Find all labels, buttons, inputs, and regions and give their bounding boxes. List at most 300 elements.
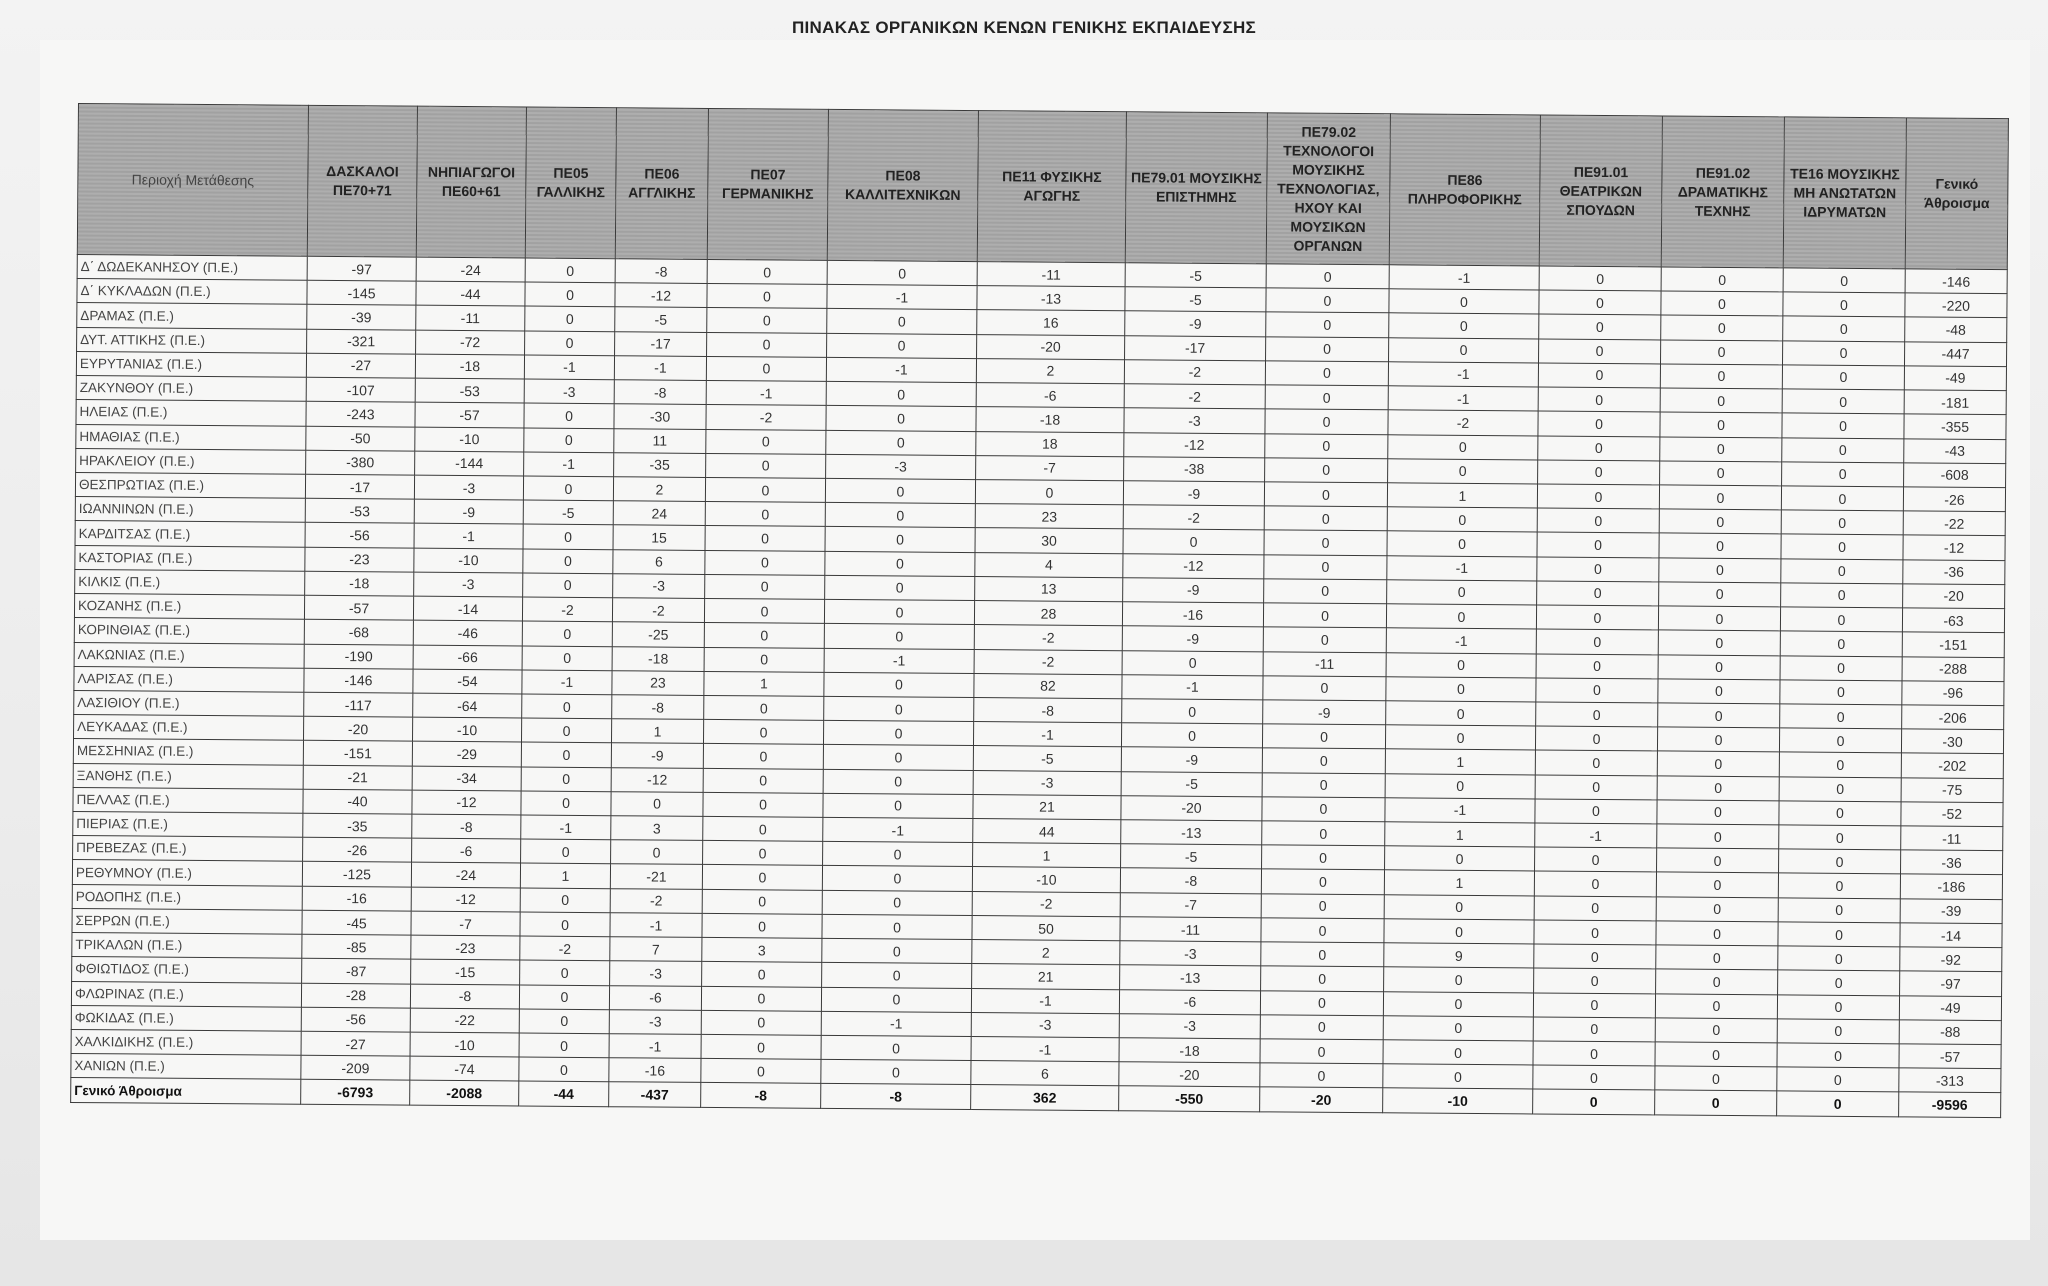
value-cell: -20 [303,716,412,741]
value-cell: -40 [303,789,412,814]
value-cell: -56 [305,523,414,548]
value-cell: -1 [610,913,702,938]
value-cell: 3 [702,938,822,963]
value-cell: -3 [971,1012,1119,1037]
value-cell: -46 [413,620,522,645]
value-cell: 0 [1260,1063,1383,1088]
value-cell: -18 [1119,1038,1260,1063]
region-cell: ΔΥΤ. ΑΤΤΙΚΗΣ (Π.Ε.) [77,327,307,353]
value-cell: 0 [1536,653,1658,678]
region-cell: ΘΕΣΠΡΩΤΙΑΣ (Π.Ε.) [75,472,305,498]
value-cell: -608 [1904,463,2006,488]
value-cell: -146 [1905,269,2007,294]
value-cell: 0 [1535,726,1657,751]
value-cell: 0 [1535,799,1657,824]
value-cell: -1 [1387,555,1537,580]
value-cell: 0 [1779,776,1901,801]
value-cell: -1 [1389,265,1539,290]
value-cell: 0 [520,888,610,913]
value-cell: 7 [610,937,702,962]
region-cell: ΚΙΛΚΙΣ (Π.Ε.) [75,569,305,595]
value-cell: 1 [1385,749,1535,774]
value-cell: 0 [822,890,972,915]
value-cell: -1 [524,355,614,380]
value-cell: -12 [411,887,520,912]
value-cell: 0 [1536,605,1658,630]
value-cell: -9 [1263,700,1386,725]
region-cell: ΤΡΙΚΑΛΩΝ (Π.Ε.) [72,933,302,959]
value-cell: -36 [1903,559,2005,584]
value-cell: -1 [821,1011,971,1036]
value-cell: 0 [1658,703,1780,728]
value-cell: -151 [303,741,412,766]
value-cell: 0 [1781,510,1903,535]
value-cell: 0 [1264,506,1387,531]
value-cell: 0 [705,574,825,599]
value-cell: -437 [609,1082,701,1107]
value-cell: 30 [975,528,1123,553]
region-cell: ΗΜΑΘΙΑΣ (Π.Ε.) [76,424,306,450]
value-cell: 0 [1658,654,1780,679]
value-cell: 0 [704,598,824,623]
value-cell: 6 [971,1061,1119,1086]
value-cell: 0 [1535,750,1657,775]
value-cell: 0 [827,309,977,334]
value-cell: 0 [707,332,827,357]
value-cell: 0 [1657,800,1779,825]
value-cell: 6 [613,549,705,574]
value-cell: 0 [1781,534,1903,559]
value-cell: -1 [973,722,1121,747]
value-cell: 0 [821,1035,971,1060]
region-cell: ΦΛΩΡΙΝΑΣ (Π.Ε.) [71,981,301,1007]
value-cell: 0 [1661,267,1783,292]
value-cell: 2 [613,477,705,502]
value-cell: -85 [302,934,411,959]
value-cell: 0 [1261,918,1384,943]
value-cell: 0 [1384,894,1534,919]
value-cell: 0 [825,503,975,528]
value-cell: 0 [1534,920,1656,945]
value-cell: -14 [413,596,522,621]
value-cell: -54 [413,669,522,694]
value-cell: 0 [703,792,823,817]
value-cell: 3 [611,816,703,841]
value-cell: -30 [614,404,706,429]
value-cell: 0 [1262,797,1385,822]
value-cell: 0 [524,403,614,428]
value-cell: 0 [1657,727,1779,752]
value-cell: 0 [1535,847,1657,872]
value-cell: 0 [1263,627,1386,652]
region-cell: ΛΑΣΙΘΙΟΥ (Π.Ε.) [74,690,304,716]
value-cell: 0 [1387,507,1537,532]
value-cell: 0 [1780,704,1902,729]
value-cell: 0 [1123,529,1264,554]
value-cell: -1 [1386,628,1536,653]
region-cell: ΚΟΡΙΝΘΙΑΣ (Π.Ε.) [74,618,304,644]
value-cell: -57 [304,595,413,620]
value-cell: -18 [415,354,524,379]
value-cell: -45 [302,910,411,935]
region-cell: ΡΕΘΥΜΝΟΥ (Π.Ε.) [72,860,302,886]
value-cell: 0 [823,769,973,794]
value-cell: -1 [826,357,976,382]
value-cell: 0 [1383,1040,1533,1065]
value-cell: -96 [1902,681,2004,706]
column-header-region: Περιοχή Μετάθεσης [77,104,308,257]
value-cell: 0 [1658,630,1780,655]
value-cell: -43 [1904,438,2006,463]
value-cell: 0 [1539,266,1661,291]
value-cell: 0 [1387,531,1537,556]
value-cell: -48 [1905,317,2007,342]
value-cell: -20 [1121,796,1262,821]
value-cell: 0 [523,549,613,574]
value-cell: -12 [1123,553,1264,578]
value-cell: -1 [706,381,826,406]
value-cell: 0 [1535,775,1657,800]
value-cell: -5 [1121,771,1262,796]
value-cell: -1 [1385,798,1535,823]
value-cell: -321 [307,329,416,354]
value-cell: 0 [1265,361,1388,386]
column-header-pe08: ΠΕ08 ΚΑΛΛΙΤΕΧΝΙΚΩΝ [827,109,978,261]
value-cell: -3 [414,572,523,597]
value-cell: 0 [826,406,976,431]
value-cell: -181 [1904,390,2006,415]
value-cell: -8 [821,1084,971,1110]
value-cell: 0 [703,720,823,745]
value-cell: 0 [1388,434,1538,459]
value-cell: 0 [1656,945,1778,970]
value-cell: 0 [1536,629,1658,654]
region-cell: ΚΑΡΔΙΤΣΑΣ (Π.Ε.) [75,521,305,547]
value-cell: -5 [1125,263,1266,288]
value-cell: 0 [1780,631,1902,656]
value-cell: 0 [525,306,615,331]
value-cell: -243 [306,402,415,427]
value-cell: -74 [410,1056,519,1081]
value-cell: 0 [1537,557,1659,582]
value-cell: -20 [1903,584,2005,609]
value-cell: -75 [1901,777,2003,802]
value-cell: 0 [1780,655,1902,680]
value-cell: -11 [416,306,525,331]
value-cell: -27 [306,353,415,378]
value-cell: 0 [1539,339,1661,364]
value-cell: 0 [1260,990,1383,1015]
value-cell: -30 [1901,729,2003,754]
value-cell: 0 [521,718,611,743]
value-cell: 0 [1655,1066,1777,1091]
value-cell: -2 [706,405,826,430]
value-cell: 0 [521,767,611,792]
region-cell: ΙΩΑΝΝΙΝΩΝ (Π.Ε.) [75,497,305,523]
region-cell: ΛΕΥΚΑΔΑΣ (Π.Ε.) [74,715,304,741]
value-cell: 0 [1779,801,1901,826]
region-cell: ΠΕΛΛΑΣ (Π.Ε.) [73,787,303,813]
value-cell: 1 [1385,822,1535,847]
value-cell: -1 [823,817,973,842]
value-cell: -2 [972,891,1120,916]
value-cell: 0 [1262,748,1385,773]
value-cell: 0 [826,430,976,455]
value-cell: 4 [975,552,1123,577]
value-cell: 0 [1783,292,1905,317]
value-cell: -550 [1119,1086,1260,1112]
header-row [77,104,2008,270]
value-cell: 0 [1779,849,1901,874]
value-cell: -11 [977,262,1125,287]
value-cell: -20 [1260,1087,1383,1113]
value-cell: 0 [1539,290,1661,315]
column-header-pe91-02: ΠΕ91.02 ΔΡΑΜΑΤΙΚΗΣ ΤΕΧΝΗΣ [1661,116,1784,268]
value-cell: -22 [1903,511,2005,536]
value-cell: 0 [707,308,827,333]
value-cell: 0 [1534,968,1656,993]
value-cell: -52 [1901,802,2003,827]
value-cell: -44 [519,1081,609,1106]
value-cell: 0 [1266,336,1389,361]
value-cell: -107 [306,377,415,402]
region-cell: ΣΕΡΡΩΝ (Π.Ε.) [72,908,302,934]
value-cell: -3 [609,1009,701,1034]
value-cell: 0 [1779,752,1901,777]
value-cell: 13 [975,576,1123,601]
value-cell: 0 [522,621,612,646]
value-cell: -10 [415,427,524,452]
value-cell: -125 [302,862,411,887]
value-cell: -49 [1904,366,2006,391]
value-cell: 0 [1656,872,1778,897]
value-cell: -1 [521,815,611,840]
value-cell: 0 [1265,385,1388,410]
value-cell: 0 [825,575,975,600]
value-cell: 0 [703,816,823,841]
region-cell: ΡΟΔΟΠΗΣ (Π.Ε.) [72,884,302,910]
value-cell: -6 [976,383,1124,408]
value-cell: 1 [704,671,824,696]
value-cell: 0 [1782,365,1904,390]
value-cell: -12 [611,767,703,792]
value-cell: 0 [1385,846,1535,871]
column-header-pe06: ΠΕ06 ΑΓΓΛΙΚΗΣ [615,108,708,260]
value-cell: -57 [1899,1044,2001,1069]
value-cell: 2 [972,940,1120,965]
value-cell: -3 [613,574,705,599]
value-cell: 0 [1658,606,1780,631]
value-cell: -1 [1388,386,1538,411]
value-cell: 0 [1781,559,1903,584]
value-cell: -144 [415,451,524,476]
value-cell: -22 [410,1008,519,1033]
value-cell: 0 [1778,898,1900,923]
column-header-te16: ΤΕ16 ΜΟΥΣΙΚΗΣ ΜΗ ΑΝΩΤΑΤΩΝ ΙΔΡΥΜΑΤΩΝ [1783,117,1906,269]
value-cell: -2 [974,649,1122,674]
value-cell: 0 [1779,825,1901,850]
value-cell: -39 [1900,899,2002,924]
value-cell: 0 [1534,944,1656,969]
value-cell: 0 [1777,994,1899,1019]
value-cell: 0 [1658,679,1780,704]
value-cell: -9 [1123,578,1264,603]
region-cell: ΔΡΑΜΑΣ (Π.Ε.) [77,303,307,329]
value-cell: 0 [519,985,609,1010]
value-cell: -9 [414,499,523,524]
value-cell: -16 [609,1058,701,1083]
value-cell: 0 [1265,433,1388,458]
value-cell: -380 [306,450,415,475]
value-cell: -12 [412,790,521,815]
value-cell: -9596 [1899,1092,2001,1117]
value-cell: -5 [1125,287,1266,312]
value-cell: 0 [1533,1065,1655,1090]
region-cell: Δ΄ ΔΩΔΕΚΑΝΗΣΟΥ (Π.Ε.) [77,254,307,280]
value-cell: 0 [824,599,974,624]
value-cell: -20 [977,334,1125,359]
value-cell: 0 [1783,316,1905,341]
value-cell: -8 [974,697,1122,722]
value-cell: 0 [1262,845,1385,870]
value-cell: -2 [612,598,704,623]
value-cell: 0 [1660,461,1782,486]
value-cell: -18 [305,571,414,596]
value-cell: 0 [1533,1041,1655,1066]
value-cell: -206 [1902,705,2004,730]
value-cell: 0 [703,768,823,793]
value-cell: 0 [1777,1091,1899,1117]
value-cell: 23 [975,504,1123,529]
value-cell: 0 [1657,824,1779,849]
value-cell: -3 [1120,941,1261,966]
value-cell: -186 [1900,874,2002,899]
value-cell: -21 [610,864,702,889]
value-cell: -8 [410,984,519,1009]
value-cell: 0 [1537,532,1659,557]
value-cell: 0 [519,1057,609,1082]
value-cell: 0 [523,573,613,598]
value-cell: 50 [972,915,1120,940]
region-cell: Δ΄ ΚΥΚΛΑΔΩΝ (Π.Ε.) [77,279,307,305]
value-cell: 0 [1659,485,1781,510]
value-cell: 0 [702,865,822,890]
value-cell: -38 [1124,456,1265,481]
value-cell: 21 [972,964,1120,989]
table-body [71,254,2008,1117]
value-cell: 0 [522,694,612,719]
value-cell: 0 [702,889,822,914]
value-cell: 0 [1264,530,1387,555]
value-cell: 0 [1782,413,1904,438]
region-cell: ΚΟΖΑΝΗΣ (Π.Ε.) [74,594,304,620]
value-cell: 0 [522,646,612,671]
value-cell: -9 [1122,626,1263,651]
value-cell: 1 [973,843,1121,868]
value-cell: 0 [1533,1017,1655,1042]
value-cell: 0 [704,695,824,720]
value-cell: -2 [520,936,610,961]
value-cell: -1 [609,1034,701,1059]
value-cell: -2 [1124,360,1265,385]
value-cell: 0 [701,1059,821,1084]
value-cell: 0 [826,381,976,406]
value-cell: 0 [1780,680,1902,705]
value-cell: 0 [1659,533,1781,558]
value-cell: 0 [706,356,826,381]
value-cell: 0 [1536,678,1658,703]
value-cell: 0 [1659,582,1781,607]
value-cell: 0 [1266,264,1389,289]
value-cell: 15 [613,525,705,550]
region-cell: ΠΙΕΡΙΑΣ (Π.Ε.) [73,812,303,838]
value-cell: -21 [303,765,412,790]
region-cell: ΗΛΕΙΑΣ (Π.Ε.) [76,400,306,426]
value-cell: -2 [974,625,1122,650]
value-cell: -56 [301,1007,410,1032]
column-header-pe79-01: ΠΕ79.01 ΜΟΥΣΙΚΗΣ ΕΠΙΣΤΗΜΗΣ [1125,112,1267,264]
value-cell: -2 [522,597,612,622]
value-cell: 0 [611,840,703,865]
value-cell: -3 [610,961,702,986]
value-cell: 0 [705,502,825,527]
value-cell: -34 [412,766,521,791]
value-cell: 0 [1656,897,1778,922]
value-cell: 0 [1660,436,1782,461]
column-header-pe91-01: ΠΕ91.01 ΘΕΑΤΡΙΚΩΝ ΣΠΟΥΔΩΝ [1539,115,1662,267]
value-cell: -9 [1125,311,1266,336]
value-cell: -2 [1123,505,1264,530]
value-cell: 0 [1777,1043,1899,1068]
value-cell: 0 [821,1060,971,1085]
value-cell: 0 [823,842,973,867]
value-cell: 1 [520,863,610,888]
value-cell: 0 [1781,583,1903,608]
value-cell: -3 [414,475,523,500]
value-cell: 0 [1777,1019,1899,1044]
value-cell: -9 [1123,481,1264,506]
value-cell: -14 [1900,923,2002,948]
region-cell: ΖΑΚΥΝΘΟΥ (Π.Ε.) [76,376,306,402]
value-cell: 0 [1538,411,1660,436]
value-cell: 0 [1389,313,1539,338]
value-cell: 44 [973,819,1121,844]
column-header-pe86: ΠΕ86 ΠΛΗΡΟΦΟΡΙΚΗΣ [1389,114,1540,266]
value-cell: -1 [971,988,1119,1013]
value-cell: 0 [705,477,825,502]
value-cell: -15 [411,959,520,984]
value-cell: 0 [520,960,610,985]
value-cell: 0 [525,282,615,307]
value-cell: 0 [701,986,821,1011]
value-cell: 0 [1263,676,1386,701]
value-cell: 0 [1537,581,1659,606]
value-cell: 0 [704,623,824,648]
value-cell: 0 [706,429,826,454]
value-cell: 0 [1660,412,1782,437]
value-cell: -7 [411,911,520,936]
value-cell: -8 [412,814,521,839]
value-cell: -44 [416,281,525,306]
value-cell: 0 [704,647,824,672]
value-cell: 18 [976,431,1124,456]
value-cell: 0 [1778,922,1900,947]
value-cell: -28 [301,983,410,1008]
value-cell: 0 [1778,873,1900,898]
region-cell: Γενικό Άθροισμα [71,1078,301,1104]
value-cell: 0 [1122,650,1263,675]
value-cell: 0 [1266,288,1389,313]
